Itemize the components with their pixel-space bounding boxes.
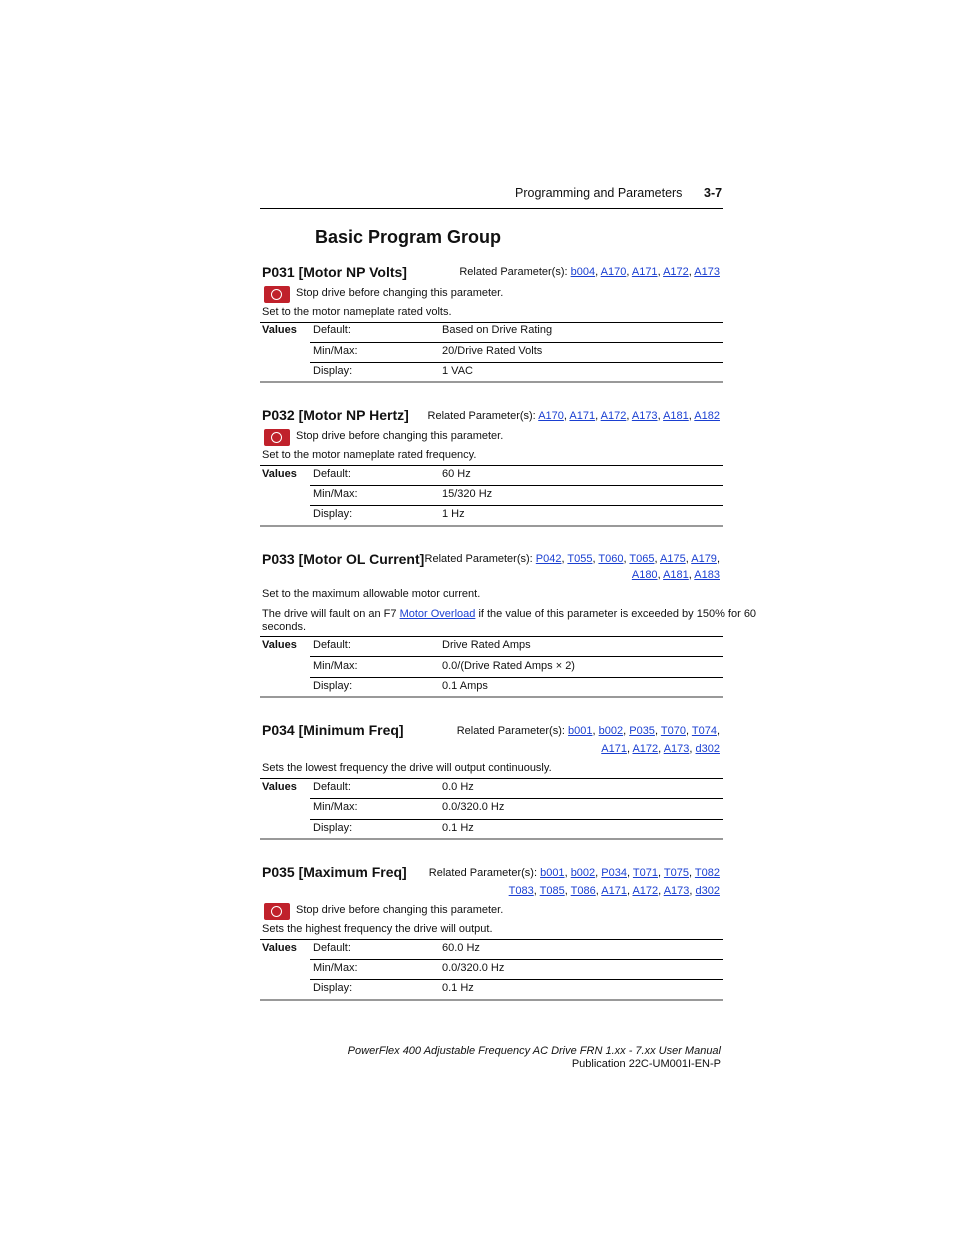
param-title: P031 [Motor NP Volts]: [262, 264, 407, 280]
table-rule: [260, 636, 723, 637]
row-value: 15/320 Hz: [442, 488, 493, 500]
table-bottom-rule: [260, 999, 723, 1001]
row-rule: [310, 819, 723, 820]
row-value: 0.0/(Drive Rated Amps × 2): [442, 660, 575, 672]
row-rule: [310, 677, 723, 678]
row-rule: [310, 505, 723, 506]
row-label: Display:: [313, 508, 353, 520]
related-param-link[interactable]: P035: [629, 725, 655, 737]
group-title: Basic Program Group: [315, 227, 502, 247]
table-bottom-rule: [260, 696, 723, 698]
related-param-link[interactable]: A172: [663, 266, 689, 278]
param-description-fault-line2: seconds.: [262, 621, 307, 633]
related-param-link[interactable]: T070: [660, 725, 686, 737]
related-param-link[interactable]: A173: [694, 266, 720, 278]
table-bottom-rule: [260, 381, 723, 383]
motor-overload-link[interactable]: Motor Overload: [399, 608, 476, 620]
footer-publication: Publication 22C-UM001I-EN-P: [571, 1058, 721, 1070]
related-param-link[interactable]: A172: [632, 885, 659, 897]
related-params: Related Parameter(s): b004, A170, A171, A172, A173: [459, 266, 720, 278]
row-rule: [310, 979, 723, 980]
row-label: Min/Max:: [313, 801, 358, 813]
row-value: Drive Rated Amps: [442, 639, 531, 651]
table-rule: [260, 778, 723, 779]
stop-warning-text: Stop drive before changing this parameter.: [296, 904, 504, 916]
related-param-link[interactable]: A171: [569, 410, 596, 422]
related-param-link[interactable]: A173: [663, 885, 690, 897]
fault-text-end: if the value of this parameter is exceeded by 150% for 60: [475, 608, 757, 620]
running-header-section: Programming and Parameters: [515, 186, 683, 200]
related-params-line2: T083, T085, T086, A171, A172, A173, d302: [508, 885, 720, 897]
values-label: Values: [262, 942, 297, 954]
values-label: Values: [262, 468, 297, 480]
row-value: 0.1 Amps: [442, 680, 488, 692]
row-rule: [310, 959, 723, 960]
row-label: Display:: [313, 680, 353, 692]
related-param-link[interactable]: T065: [629, 553, 655, 565]
related-label: Related Parameter(s):: [459, 266, 568, 278]
related-param-link[interactable]: b001: [540, 867, 565, 879]
related-params-line2: A180, A181, A183: [631, 569, 720, 581]
param-description: Sets the lowest frequency the drive will output continuously.: [262, 762, 552, 774]
related-param-link[interactable]: A175: [660, 553, 686, 565]
param-description-fault: [262, 608, 756, 620]
related-param-link[interactable]: P034: [601, 867, 627, 879]
row-value: 0.1 Hz: [442, 822, 474, 834]
related-params: Related Parameter(s): b001, b002, P034, T071, T075, T082: [428, 867, 720, 879]
row-value: 1 Hz: [442, 508, 465, 520]
related-label: Related Parameter(s):: [427, 410, 536, 422]
related-param-link[interactable]: d302: [695, 743, 720, 755]
table-rule: [260, 939, 723, 940]
related-param-link[interactable]: T074: [691, 725, 717, 737]
related-param-link[interactable]: A172: [632, 743, 659, 755]
row-rule: [310, 485, 723, 486]
related-param-link[interactable]: A171: [601, 885, 627, 897]
row-value: 0.0 Hz: [442, 781, 474, 793]
related-param-link[interactable]: T075: [663, 867, 689, 879]
row-value: 0.0/320.0 Hz: [442, 801, 505, 813]
stop-warning-text: Stop drive before changing this parameter.: [296, 430, 504, 442]
related-params: Related Parameter(s): P042, T055, T060, T065, A175, A179,: [424, 553, 720, 565]
row-label: Min/Max:: [313, 962, 358, 974]
stop-icon: [264, 903, 290, 920]
row-value: Based on Drive Rating: [442, 324, 553, 336]
stop-icon: [264, 429, 290, 446]
related-param-link[interactable]: T086: [570, 885, 596, 897]
related-label: Related Parameter(s):: [424, 553, 533, 565]
row-value: 60 Hz: [442, 468, 471, 480]
row-value: 1 VAC: [442, 365, 473, 377]
row-value: 60.0 Hz: [442, 942, 480, 954]
row-label: Default:: [313, 324, 351, 336]
param-description: Sets the highest frequency the drive will output.: [262, 923, 493, 935]
row-label: Min/Max:: [313, 660, 358, 672]
related-param-link[interactable]: A170: [538, 410, 564, 422]
related-param-link[interactable]: A181: [663, 569, 689, 581]
related-param-link[interactable]: T071: [632, 867, 658, 879]
row-value: 0.1 Hz: [442, 982, 474, 994]
row-value: 0.0/320.0 Hz: [442, 962, 505, 974]
header-rule: [260, 208, 723, 209]
row-rule: [310, 656, 723, 657]
table-bottom-rule: [260, 838, 723, 840]
related-params: Related Parameter(s): b001, b002, P035, T070, T074,: [456, 725, 720, 737]
related-param-link[interactable]: T085: [539, 885, 565, 897]
param-description: Set to the maximum allowable motor current.: [262, 588, 481, 600]
param-description: Set to the motor nameplate rated volts.: [262, 306, 452, 318]
related-param-link[interactable]: P042: [535, 553, 562, 565]
footer-manual-title: PowerFlex 400 Adjustable Frequency AC Drive FRN 1.xx - 7.xx User Manual: [347, 1045, 721, 1057]
param-description: Set to the motor nameplate rated frequency.: [262, 449, 477, 461]
related-param-link[interactable]: A173: [631, 410, 658, 422]
page-number: 3-7: [704, 186, 723, 200]
related-param-link[interactable]: A183: [694, 569, 720, 581]
related-param-link[interactable]: b002: [598, 725, 624, 737]
values-label: Values: [262, 639, 297, 651]
related-param-link[interactable]: T083: [508, 885, 534, 897]
related-param-link[interactable]: A179: [691, 553, 717, 565]
related-param-link[interactable]: A181: [663, 410, 689, 422]
related-label: Related Parameter(s):: [456, 725, 565, 737]
related-param-link[interactable]: b001: [568, 725, 593, 737]
row-label: Default:: [313, 468, 351, 480]
related-param-link[interactable]: A171: [601, 743, 627, 755]
row-label: Display:: [313, 822, 353, 834]
table-bottom-rule: [260, 525, 723, 527]
row-label: Default:: [313, 639, 351, 651]
row-rule: [310, 342, 723, 343]
param-title: P035 [Maximum Freq]: [262, 864, 407, 880]
related-param-link[interactable]: T060: [598, 553, 624, 565]
related-param-link[interactable]: b002: [570, 867, 596, 879]
row-label: Default:: [313, 942, 351, 954]
table-rule: [260, 465, 723, 466]
param-title: P034 [Minimum Freq]: [262, 722, 404, 738]
related-param-link[interactable]: T055: [567, 553, 593, 565]
row-label: Min/Max:: [313, 345, 358, 357]
row-label: Min/Max:: [313, 488, 358, 500]
related-param-link[interactable]: A180: [631, 569, 658, 581]
row-label: Display:: [313, 982, 353, 994]
fault-text: The drive will fault on an F7: [262, 608, 400, 620]
related-param-link[interactable]: A170: [600, 266, 627, 278]
row-value: 20/Drive Rated Volts: [442, 345, 543, 357]
row-rule: [310, 362, 723, 363]
related-param-link[interactable]: A172: [600, 410, 627, 422]
related-param-link[interactable]: A173: [663, 743, 690, 755]
values-label: Values: [262, 324, 297, 336]
row-rule: [310, 798, 723, 799]
related-param-link[interactable]: A171: [631, 266, 658, 278]
related-param-link[interactable]: b004: [570, 266, 596, 278]
related-param-link[interactable]: A182: [694, 410, 720, 422]
related-params-line2: A171, A172, A173, d302: [601, 743, 720, 755]
related-params: Related Parameter(s): A170, A171, A172, A173, A181, A182: [427, 410, 720, 422]
related-param-link[interactable]: T082: [694, 867, 720, 879]
row-label: Display:: [313, 365, 353, 377]
stop-icon: [264, 286, 290, 303]
row-label: Default:: [313, 781, 351, 793]
param-title: P032 [Motor NP Hertz]: [262, 407, 409, 423]
stop-warning-text: Stop drive before changing this parameter.: [296, 287, 504, 299]
related-label: Related Parameter(s):: [428, 867, 538, 879]
values-label: Values: [262, 781, 297, 793]
param-title: P033 [Motor OL Current]: [262, 551, 425, 567]
table-rule: [260, 322, 723, 323]
related-param-link[interactable]: d302: [695, 885, 720, 897]
